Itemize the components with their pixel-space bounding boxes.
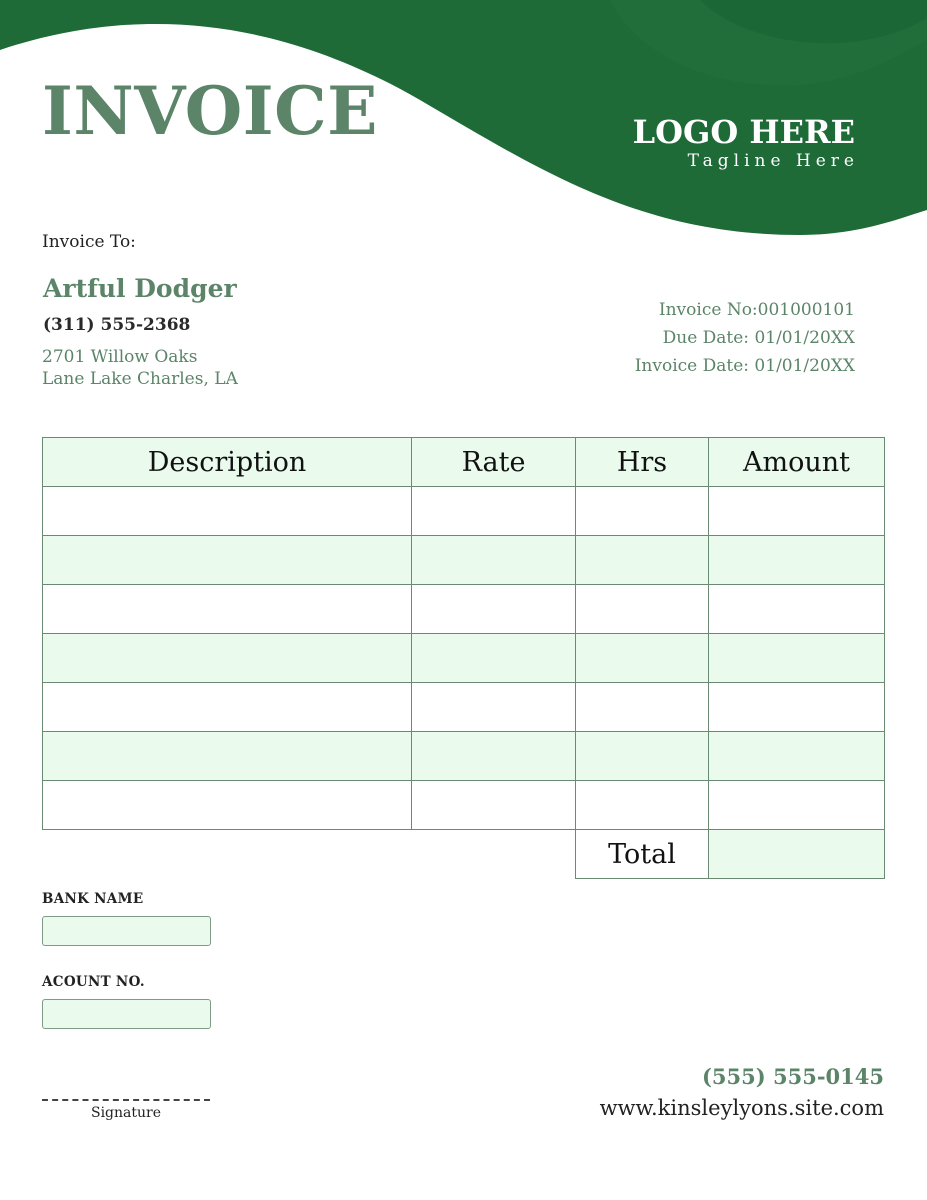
description-cell[interactable] (43, 634, 412, 683)
amount-cell[interactable] (709, 634, 885, 683)
hrs-cell[interactable] (576, 634, 709, 683)
table-row (43, 683, 885, 732)
rate-cell[interactable] (412, 536, 576, 585)
logo-block (632, 113, 859, 171)
bank-name-label: BANK NAME (42, 891, 144, 907)
rate-cell[interactable] (412, 683, 576, 732)
amount-cell[interactable] (709, 536, 885, 585)
total-row (43, 830, 885, 879)
column-header-description: Description (43, 438, 412, 487)
line-items-table (42, 437, 885, 879)
total-label: Total (576, 830, 709, 879)
rate-cell[interactable] (412, 732, 576, 781)
due-date: Due Date: 01/01/20XX (662, 328, 855, 348)
tagline: Tagline Here (687, 151, 859, 171)
hrs-cell[interactable] (576, 487, 709, 536)
amount-cell[interactable] (709, 781, 885, 830)
hrs-cell[interactable] (576, 732, 709, 781)
hrs-cell[interactable] (576, 683, 709, 732)
address-line-2: Lane Lake Charles, LA (42, 369, 238, 389)
bank-name-field[interactable] (42, 916, 211, 946)
rate-cell[interactable] (412, 585, 576, 634)
rate-cell[interactable] (412, 634, 576, 683)
invoice-number: Invoice No:001000101 (658, 300, 855, 320)
signature-line[interactable] (42, 1099, 210, 1101)
client-phone: (311) 555-2368 (43, 315, 191, 335)
invoice-to-label: Invoice To: (42, 232, 136, 252)
hrs-cell[interactable] (576, 781, 709, 830)
amount-cell[interactable] (709, 732, 885, 781)
amount-cell[interactable] (709, 585, 885, 634)
account-number-field[interactable] (42, 999, 211, 1029)
table-header-row (43, 438, 885, 487)
invoice-date: Invoice Date: 01/01/20XX (634, 356, 855, 376)
column-header-rate: Rate (412, 438, 576, 487)
document-title: INVOICE (42, 72, 378, 150)
rate-cell[interactable] (412, 487, 576, 536)
hrs-cell[interactable] (576, 536, 709, 585)
client-address (42, 346, 238, 390)
table-row (43, 781, 885, 830)
contact-website: www.kinsleylyons.site.com (599, 1096, 884, 1120)
account-number-label: ACOUNT NO. (42, 974, 145, 990)
table-row (43, 536, 885, 585)
table-row (43, 634, 885, 683)
client-name: Artful Dodger (43, 274, 237, 303)
column-header-amount: Amount (709, 438, 885, 487)
column-header-hrs: Hrs (576, 438, 709, 487)
invoice-meta (635, 296, 855, 380)
description-cell[interactable] (43, 585, 412, 634)
rate-cell[interactable] (412, 781, 576, 830)
description-cell[interactable] (43, 732, 412, 781)
contact-phone: (555) 555-0145 (701, 1064, 884, 1089)
amount-cell[interactable] (709, 487, 885, 536)
description-cell[interactable] (43, 683, 412, 732)
signature-label: Signature (90, 1105, 161, 1121)
table-row (43, 585, 885, 634)
address-line-1: 2701 Willow Oaks (42, 347, 198, 367)
description-cell[interactable] (43, 781, 412, 830)
logo-text: LOGO HERE (632, 113, 855, 151)
table-row (43, 732, 885, 781)
hrs-cell[interactable] (576, 585, 709, 634)
total-spacer (43, 830, 576, 879)
description-cell[interactable] (43, 536, 412, 585)
total-value-cell[interactable] (709, 830, 885, 879)
amount-cell[interactable] (709, 683, 885, 732)
description-cell[interactable] (43, 487, 412, 536)
table-row (43, 487, 885, 536)
